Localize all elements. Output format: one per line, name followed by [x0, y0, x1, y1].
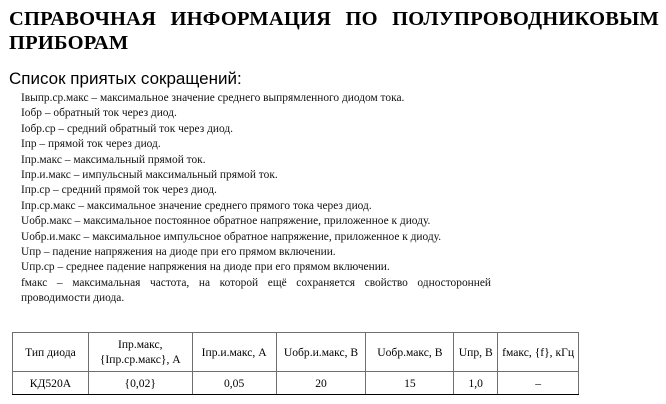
cell-uobr-max: 15 [366, 372, 454, 395]
column-header-ipr-pulse: Iпр.и.макс, А [192, 333, 276, 372]
column-header-ipr-max-line1: Iпр.макс, [117, 338, 163, 351]
table-row [13, 372, 579, 395]
abbreviation-item: Uпр – падение напряжения на диоде при его прямом включении. [21, 246, 336, 259]
cell-type: КД520А [13, 372, 89, 395]
abbreviation-item: Iпр – прямой ток через диод. [21, 138, 161, 151]
abbreviation-item: Uпр.ср – среднее падение напряжения на диоде при его прямом включении. [21, 261, 390, 274]
column-header-uobr-pulse: Uобр.и.макс, В [276, 333, 366, 372]
column-header-ipr-max-line2: {Iпр.ср.макс}, А [99, 353, 181, 366]
abbreviation-item: Iпр.и.макс – импульсный максимальный прямой ток. [21, 169, 278, 182]
column-header-ipr-max [88, 333, 192, 372]
abbreviations-heading: Список приятых сокращений: [9, 69, 242, 88]
abbreviation-item: Iпр.макс – максимальный прямой ток. [21, 153, 206, 166]
diode-parameters-table [12, 332, 579, 395]
cell-ipr-max: {0,02} [88, 372, 192, 395]
cell-ipr-pulse: 0,05 [192, 372, 276, 395]
cell-fmax: – [498, 372, 579, 395]
abbreviation-item: Iпр.ср.макс – максимальное значение среднего прямого тока через диод. [21, 199, 372, 212]
abbreviation-item: Iобр – обратный ток через диод. [21, 107, 177, 120]
abbreviation-item: fмакс – максимальная частота, на которой ещё сохраняется свойство односторонней проводимости диода. [21, 276, 491, 305]
cell-uobr-pulse: 20 [276, 372, 366, 395]
abbreviation-item: Iвыпр.ср.макс – максимальное значение среднего выпрямленного диодом тока. [21, 92, 405, 104]
page-title: СПРАВОЧНАЯ ИНФОРМАЦИЯ ПО ПОЛУПРОВОДНИКОВЫМ ПРИБОРАМ [9, 8, 659, 54]
cell-upr: 1,0 [454, 372, 498, 395]
column-header-uobr-max: Uобр.макс, В [366, 333, 454, 372]
abbreviation-item: Iобр.ср – средний обратный ток через диод. [21, 122, 233, 135]
abbreviation-item: Iпр.ср – средний прямой ток через диод. [21, 184, 217, 197]
column-header-fmax: fмакс, {f}, кГц [498, 333, 579, 372]
column-header-type: Тип диода [13, 333, 89, 372]
abbreviation-list [21, 91, 491, 307]
table-header-row [13, 333, 579, 372]
column-header-upr: Uпр, В [454, 333, 498, 372]
abbreviation-item: Uобр.макс – максимальное постоянное обратное напряжение, приложенное к диоду. [21, 215, 431, 228]
abbreviation-item: Uобр.и.макс – максимальное импульсное обратное напряжение, приложенное к диоду. [21, 230, 442, 243]
